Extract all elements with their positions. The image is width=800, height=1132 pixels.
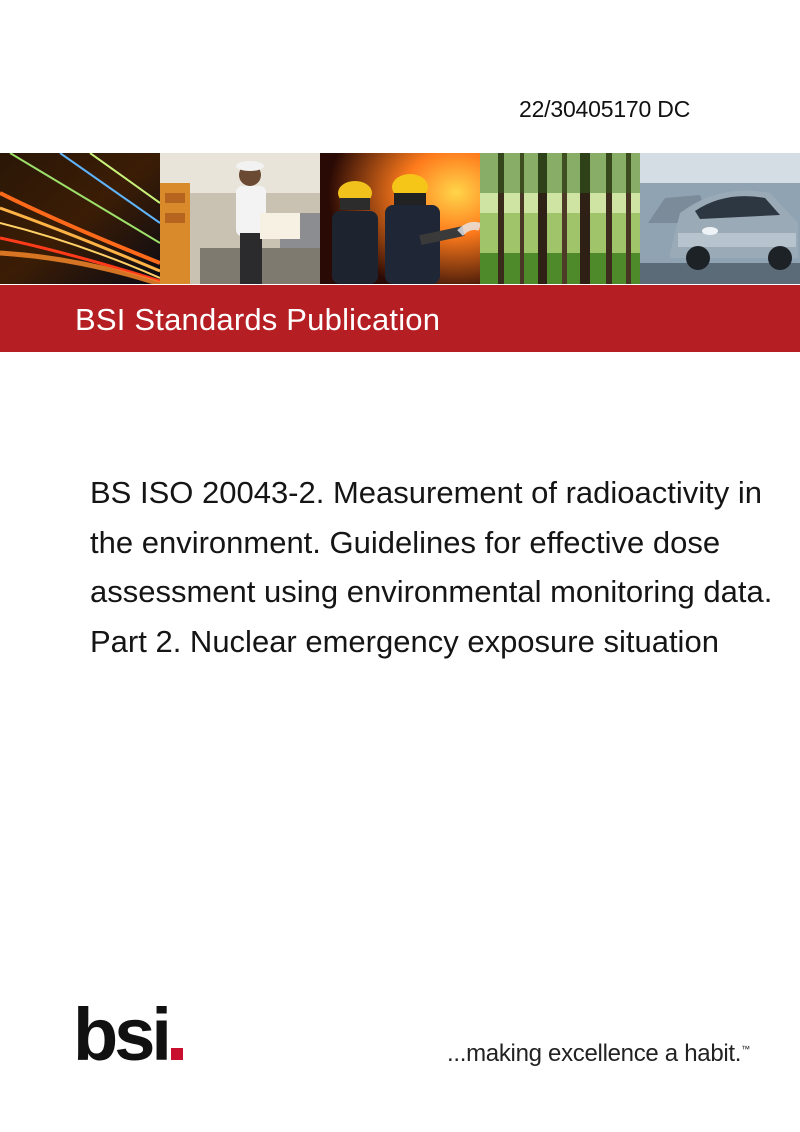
photo-banner — [0, 153, 800, 284]
banner-photo-forest — [480, 153, 640, 284]
banner-photo-car-production — [640, 153, 800, 284]
banner-photo-firefighters — [320, 153, 480, 284]
banner-photo-factory-worker — [160, 153, 320, 284]
bsi-logo-dot — [171, 1048, 183, 1060]
tagline-text: ...making excellence a habit. — [447, 1040, 742, 1067]
document-reference: 22/30405170 DC — [519, 96, 691, 122]
title-line: assessment using environmental monitoring data. — [90, 574, 773, 609]
title-line: the environment. Guidelines for effective dose — [90, 524, 721, 560]
bsi-logo — [73, 993, 183, 1076]
tagline — [447, 1040, 750, 1068]
bsi-logo-text: bsi — [73, 993, 168, 1076]
title-line: BS ISO 20043-2. Measurement of radioactivity in — [90, 475, 762, 510]
document-title — [90, 468, 800, 666]
trademark-mark: ™ — [741, 1044, 750, 1054]
publication-band — [0, 285, 800, 352]
title-line: Part 2. Nuclear emergency exposure situation — [90, 623, 719, 659]
publication-label: BSI Standards Publication — [75, 302, 441, 337]
banner-photo-light-trails — [0, 153, 160, 284]
